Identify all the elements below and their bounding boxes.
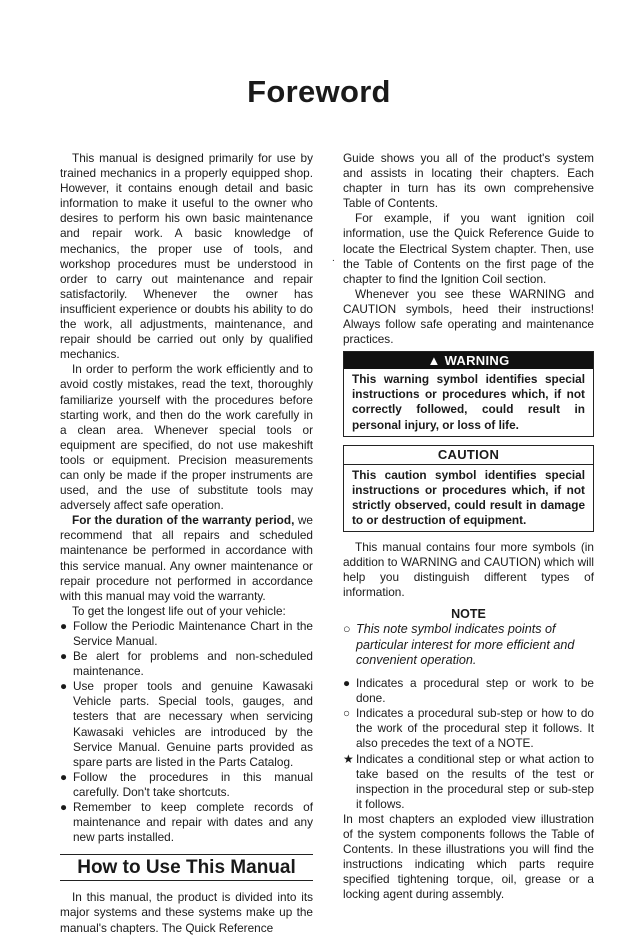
symbol-item [343, 706, 594, 751]
open-circle-icon: ○ [343, 706, 351, 721]
right-column [343, 151, 594, 902]
page-title: Foreword [247, 74, 391, 109]
symbol-item [343, 752, 594, 812]
caution-box [343, 445, 594, 532]
tip-item [60, 649, 313, 679]
tip-item [60, 770, 313, 800]
warranty-text: we recommend that all repairs and scheduled maintenance be performed in accordance with this service manual. Any owner maintenance or repair procedure not performed in accordance with this manual may void the warranty. [60, 513, 313, 603]
bullet-icon: ● [60, 769, 68, 784]
warranty-bold-lead: For the duration of the warranty period, [72, 513, 295, 528]
tip-item [60, 800, 313, 845]
star-icon: ★ [343, 751, 354, 766]
margin-dot: . [332, 253, 335, 264]
warranty-paragraph [60, 513, 313, 604]
tip-item [60, 619, 313, 649]
caution-text: This caution symbol identifies special instructions or procedures which, if not strictly observed, could result in damage to or destruction of equipment. [352, 467, 585, 527]
filled-circle-icon: ● [343, 676, 351, 691]
how-to-use-paragraph: In this manual, the product is divided into its major systems and these systems make up the manual's chapters. The Quick Reference [60, 890, 313, 935]
bullet-icon: ● [60, 618, 68, 633]
warning-label: ▲ WARNING [344, 352, 593, 369]
bullet-icon: ● [60, 679, 68, 694]
tip-text: Remember to keep complete records of maintenance and repair with dates and any new parts installed. [73, 800, 313, 845]
tip-text: Use proper tools and genuine Kawasaki Vehicle parts. Special tools, gauges, and testers that are necessary when servicing Kawasaki vehicles are introduced by the Service Manual. Genuine parts provided as spare parts are listed in the Parts Catalog. [73, 679, 313, 769]
how-to-use-heading: How to Use This Manual [60, 854, 313, 881]
caution-label: CAUTION [344, 446, 593, 465]
warning-box [343, 351, 594, 436]
tip-text: Be alert for problems and non-scheduled maintenance. [73, 649, 313, 679]
foreword-paragraph-1: This manual is designed primarily for use by trained mechanics in a properly equipped shop. However, it contains enough detail and basic information to make it useful to the owner who desires to perform his own basic maintenance and repair work. A basic knowledge of mechanics, the proper use of tools, and workshop procedures must be understood in order to carry out maintenance and repair satisfactorily. Whenever the owner has insufficient experience or doubts his ability to do the work, all adjustments, maintenance, and repair should be carried out only by qualified mechanics. [60, 151, 313, 362]
bullet-icon: ● [60, 649, 68, 664]
symbol-text: Indicates a conditional step or what action to take based on the results of the test or inspection in the procedural step or sub-step it follows. [356, 751, 594, 811]
warning-text: This warning symbol identifies special instructions or procedures which, if not correctly followed, could result in personal injury, or loss of life. [352, 372, 585, 432]
tip-text: Follow the procedures in this manual carefully. Don't take shortcuts. [73, 769, 313, 799]
symbol-text: Indicates a procedural step or work to be done. [356, 676, 594, 706]
symbol-text: Indicates a procedural sub-step or how to do the work of the procedural step it follows. It also precedes the text of a NOTE. [356, 706, 594, 751]
note-text-block [343, 622, 594, 668]
note-label: NOTE [451, 607, 486, 622]
closing-paragraph: In most chapters an exploded view illustration of the system components follows the Table of Contents. In these illustrations you will find the instructions indicating which parts require specified tightening torque, oil, grease or a locking agent during assembly. [343, 811, 594, 902]
open-circle-icon: ○ [343, 622, 351, 637]
quick-reference-paragraph: Guide shows you all of the product's system and assists in locating their chapters. Each chapter in turn has its own comprehensive Table of Contents. [343, 151, 594, 211]
tip-text: Follow the Periodic Maintenance Chart in the Service Manual. [73, 618, 313, 648]
foreword-paragraph-2: In order to perform the work efficiently and to avoid costly mistakes, read the text, thoroughly familiarize yourself with the procedures before starting work, and then do the work carefully in a clean area. Whenever special tools or equipment are specified, do not use makeshift tools or equipment. Precision measurements can only be made if the proper instruments are used, and the use of substitute tools may adversely affect safe operation. [60, 362, 313, 513]
longest-life-intro: To get the longest life out of your vehicle: [72, 603, 286, 618]
symbols-intro-paragraph: This manual contains four more symbols (in addition to WARNING and CAUTION) which will help you distinguish different types of information. [343, 539, 594, 600]
left-column [60, 151, 313, 936]
bullet-icon: ● [60, 800, 68, 815]
symbol-item [343, 676, 594, 706]
example-paragraph: For example, if you want ignition coil information, use the Quick Reference Guide to locate the Electrical System chapter. Then, use the Table of Contents on the first page of the chapter to find the Ignition Coil section. [343, 211, 594, 286]
note-text: This note symbol indicates points of particular interest for more efficient and convenient operation. [356, 622, 575, 667]
tip-item [60, 679, 313, 770]
symbols-paragraph: Whenever you see these WARNING and CAUTION symbols, heed their instructions! Always follow safe operating and maintenance practices. [343, 286, 594, 347]
